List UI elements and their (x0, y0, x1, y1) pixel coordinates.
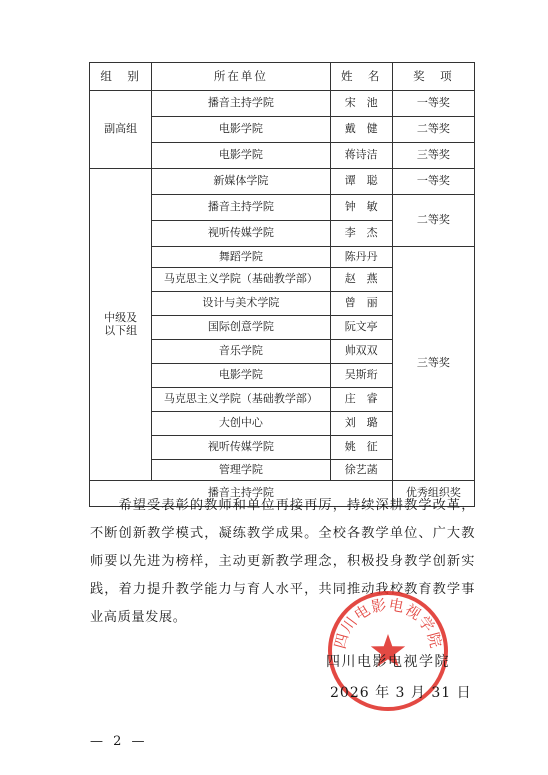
header-unit: 所在单位 (152, 63, 330, 91)
award-cell: 一等奖 (392, 169, 474, 195)
group-name-line1: 中级及 (104, 311, 138, 325)
org-award-cell: 优秀组织奖 (392, 481, 474, 507)
person-cell: 庄 睿 (330, 388, 392, 412)
unit-cell: 国际创意学院 (152, 316, 330, 340)
person-cell: 李 杰 (330, 221, 392, 247)
org-award-unit: 播音主持学院 (90, 481, 393, 507)
unit-cell: 大创中心 (152, 412, 330, 436)
header-award: 奖 项 (392, 63, 474, 91)
unit-cell: 音乐学院 (152, 340, 330, 364)
person-cell: 蒋诗洁 (330, 143, 392, 169)
unit-cell: 设计与美术学院 (152, 292, 330, 316)
unit-cell: 管理学院 (152, 460, 330, 481)
person-cell: 姚 征 (330, 436, 392, 460)
person-cell: 刘 璐 (330, 412, 392, 436)
unit-cell: 电影学院 (152, 143, 330, 169)
person-cell: 赵 燕 (330, 268, 392, 292)
unit-cell: 视听传媒学院 (152, 436, 330, 460)
unit-cell: 视听传媒学院 (152, 221, 330, 247)
person-cell: 曾 丽 (330, 292, 392, 316)
header-group: 组 别 (90, 63, 152, 91)
unit-cell: 舞蹈学院 (152, 247, 330, 268)
unit-cell: 马克思主义学院（基础教学部） (152, 388, 330, 412)
signature-org: 四川电影电视学院 (326, 654, 450, 670)
signature-date: 2026 年 3 月 31 日 (330, 685, 472, 701)
unit-cell: 电影学院 (152, 364, 330, 388)
award-cell: 二等奖 (392, 195, 474, 247)
unit-cell: 播音主持学院 (152, 91, 330, 117)
person-cell: 帅双双 (330, 340, 392, 364)
person-cell: 戴 健 (330, 117, 392, 143)
unit-cell: 新媒体学院 (152, 169, 330, 195)
group-name-senior: 副高组 (90, 91, 152, 169)
table-header-row (90, 63, 475, 91)
person-cell: 钟 敏 (330, 195, 392, 221)
header-name: 姓 名 (330, 63, 392, 91)
award-cell: 一等奖 (392, 91, 474, 117)
award-cell: 三等奖 (392, 247, 474, 481)
seal-text: 四川电影电视学院 (330, 595, 446, 651)
person-cell: 陈丹丹 (330, 247, 392, 268)
award-table (89, 62, 475, 507)
unit-cell: 马克思主义学院（基础教学部） (152, 268, 330, 292)
closing-paragraph-text: 希望受表彰的教师和单位再接再厉，持续深耕教学改革，不断创新教学模式，凝练教学成果。全校各教学单位、广大教师要以先进为榜样，主动更新教学理念，积极投身教学创新实践，着力提升教学能力与育人水平，共同推动我校教育教学事业高质量发展。 (90, 498, 475, 625)
group-name-line2: 以下组 (104, 323, 138, 337)
person-cell: 徐艺菡 (330, 460, 392, 481)
person-cell: 阮文亭 (330, 316, 392, 340)
group-name-junior (90, 169, 152, 481)
person-cell: 吴斯珩 (330, 364, 392, 388)
unit-cell: 电影学院 (152, 117, 330, 143)
award-cell: 三等奖 (392, 143, 474, 169)
person-cell: 谭 聪 (330, 169, 392, 195)
person-cell: 宋 池 (330, 91, 392, 117)
table-row (90, 169, 475, 195)
page-number: — 2 — (90, 734, 148, 749)
unit-cell: 播音主持学院 (152, 195, 330, 221)
table-row (90, 91, 475, 117)
award-cell: 二等奖 (392, 117, 474, 143)
